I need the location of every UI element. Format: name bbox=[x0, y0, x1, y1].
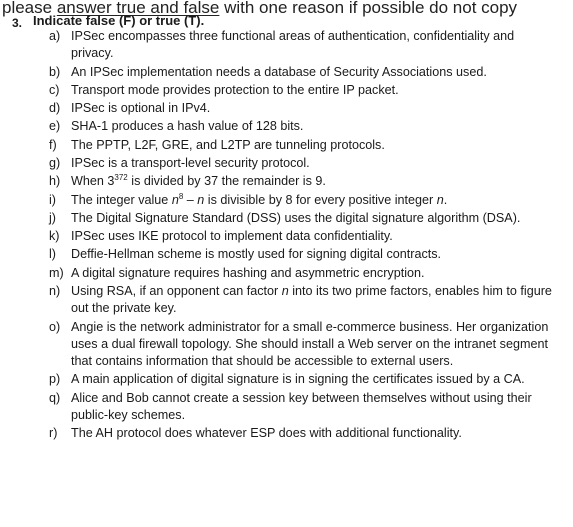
item-text: Alice and Bob cannot create a session key between themselves without using their public-key schemes. bbox=[71, 390, 532, 422]
item-text bbox=[71, 283, 557, 317]
list-item bbox=[0, 283, 573, 317]
item-letter: k) bbox=[49, 229, 60, 244]
list-item bbox=[0, 425, 573, 442]
list-item bbox=[0, 28, 573, 62]
math-variable-n: n bbox=[281, 284, 289, 299]
item-letter: n) bbox=[49, 284, 61, 299]
item-letter: e) bbox=[49, 119, 61, 134]
item-letter: b) bbox=[49, 64, 61, 79]
note-part-2-underlined: answer true and false bbox=[56, 0, 220, 17]
item-text-end: . bbox=[443, 192, 448, 207]
item-text bbox=[71, 192, 557, 209]
item-text bbox=[71, 173, 557, 190]
item-letter: r) bbox=[49, 426, 58, 441]
list-item bbox=[0, 192, 573, 209]
item-letter: i) bbox=[49, 192, 56, 207]
math-variable-n: n bbox=[171, 192, 179, 207]
item-letter: o) bbox=[49, 319, 61, 334]
item-text: IPSec uses IKE protocol to implement data confidentiality. bbox=[71, 229, 393, 244]
list-item bbox=[0, 64, 573, 81]
item-text: Transport mode provides protection to the entire IP packet. bbox=[71, 82, 399, 97]
note-part-3: with one reason if possible do not copy bbox=[219, 0, 518, 17]
list-item bbox=[0, 155, 573, 172]
list-item bbox=[0, 137, 573, 154]
exponent: 8 bbox=[178, 191, 184, 201]
item-text: IPSec is optional in IPv4. bbox=[71, 101, 211, 116]
item-text: IPSec encompasses three functional areas of authentication, confidentiality and privacy. bbox=[71, 29, 515, 61]
item-letter: m) bbox=[49, 265, 64, 280]
list-item bbox=[0, 319, 573, 371]
item-letter: c) bbox=[49, 82, 60, 97]
question-heading: Indicate false (F) or true (T). bbox=[33, 13, 205, 28]
item-text-after: is divided by 37 the remainder is 9. bbox=[127, 174, 326, 189]
item-letter: l) bbox=[49, 247, 56, 262]
list-item bbox=[0, 246, 573, 263]
item-text-after: into its two prime factors, enables him to figure out the private key. bbox=[71, 284, 552, 316]
item-text: The AH protocol does whatever ESP does with additional functionality. bbox=[71, 426, 462, 441]
statement-list bbox=[0, 28, 573, 443]
list-item bbox=[0, 118, 573, 135]
item-text-before: The integer value bbox=[71, 192, 172, 207]
item-text: An IPSec implementation needs a database of Security Associations used. bbox=[71, 64, 487, 79]
item-text: The PPTP, L2F, GRE, and L2TP are tunneling protocols. bbox=[71, 137, 385, 152]
item-text-before: Using RSA, if an opponent can factor bbox=[71, 284, 282, 299]
item-text: SHA-1 produces a hash value of 128 bits. bbox=[71, 119, 304, 134]
item-text: A main application of digital signature is in signing the certificates issued by a CA. bbox=[71, 372, 525, 387]
math-operator: – bbox=[183, 192, 198, 207]
item-text: Deffie-Hellman scheme is mostly used for signing digital contracts. bbox=[71, 247, 442, 262]
item-text: A digital signature requires hashing and asymmetric encryption. bbox=[71, 265, 425, 280]
list-item bbox=[0, 265, 573, 282]
item-text: IPSec is a transport-level security protocol. bbox=[71, 155, 310, 170]
math-variable-n: n bbox=[436, 192, 444, 207]
list-item bbox=[0, 210, 573, 227]
item-letter: p) bbox=[49, 372, 61, 387]
item-text: Angie is the network administrator for a small e-commerce business. Her organization uses a dual firewall topology. She should install a Web server on the intranet segment that contains information that should be accessible to external users. bbox=[71, 319, 549, 368]
math-variable-n: n bbox=[197, 192, 205, 207]
item-letter: q) bbox=[49, 390, 61, 405]
item-letter: h) bbox=[49, 174, 61, 189]
item-letter: j) bbox=[49, 210, 56, 225]
list-item bbox=[0, 371, 573, 388]
question-number: 3. bbox=[12, 16, 23, 30]
list-item bbox=[0, 100, 573, 117]
list-item bbox=[0, 390, 573, 424]
list-item bbox=[0, 173, 573, 190]
item-letter: g) bbox=[49, 155, 61, 170]
item-text-before: When 3 bbox=[71, 174, 115, 189]
item-text: The Digital Signature Standard (DSS) uses the digital signature algorithm (DSA). bbox=[71, 210, 521, 225]
list-item bbox=[0, 82, 573, 99]
item-letter: d) bbox=[49, 101, 61, 116]
item-text-after: is divisible by 8 for every positive integer bbox=[204, 192, 437, 207]
exponent: 372 bbox=[114, 173, 128, 183]
note-part-1: please bbox=[2, 0, 57, 17]
list-item bbox=[0, 228, 573, 245]
item-letter: a) bbox=[49, 29, 61, 43]
item-letter: f) bbox=[49, 137, 57, 152]
